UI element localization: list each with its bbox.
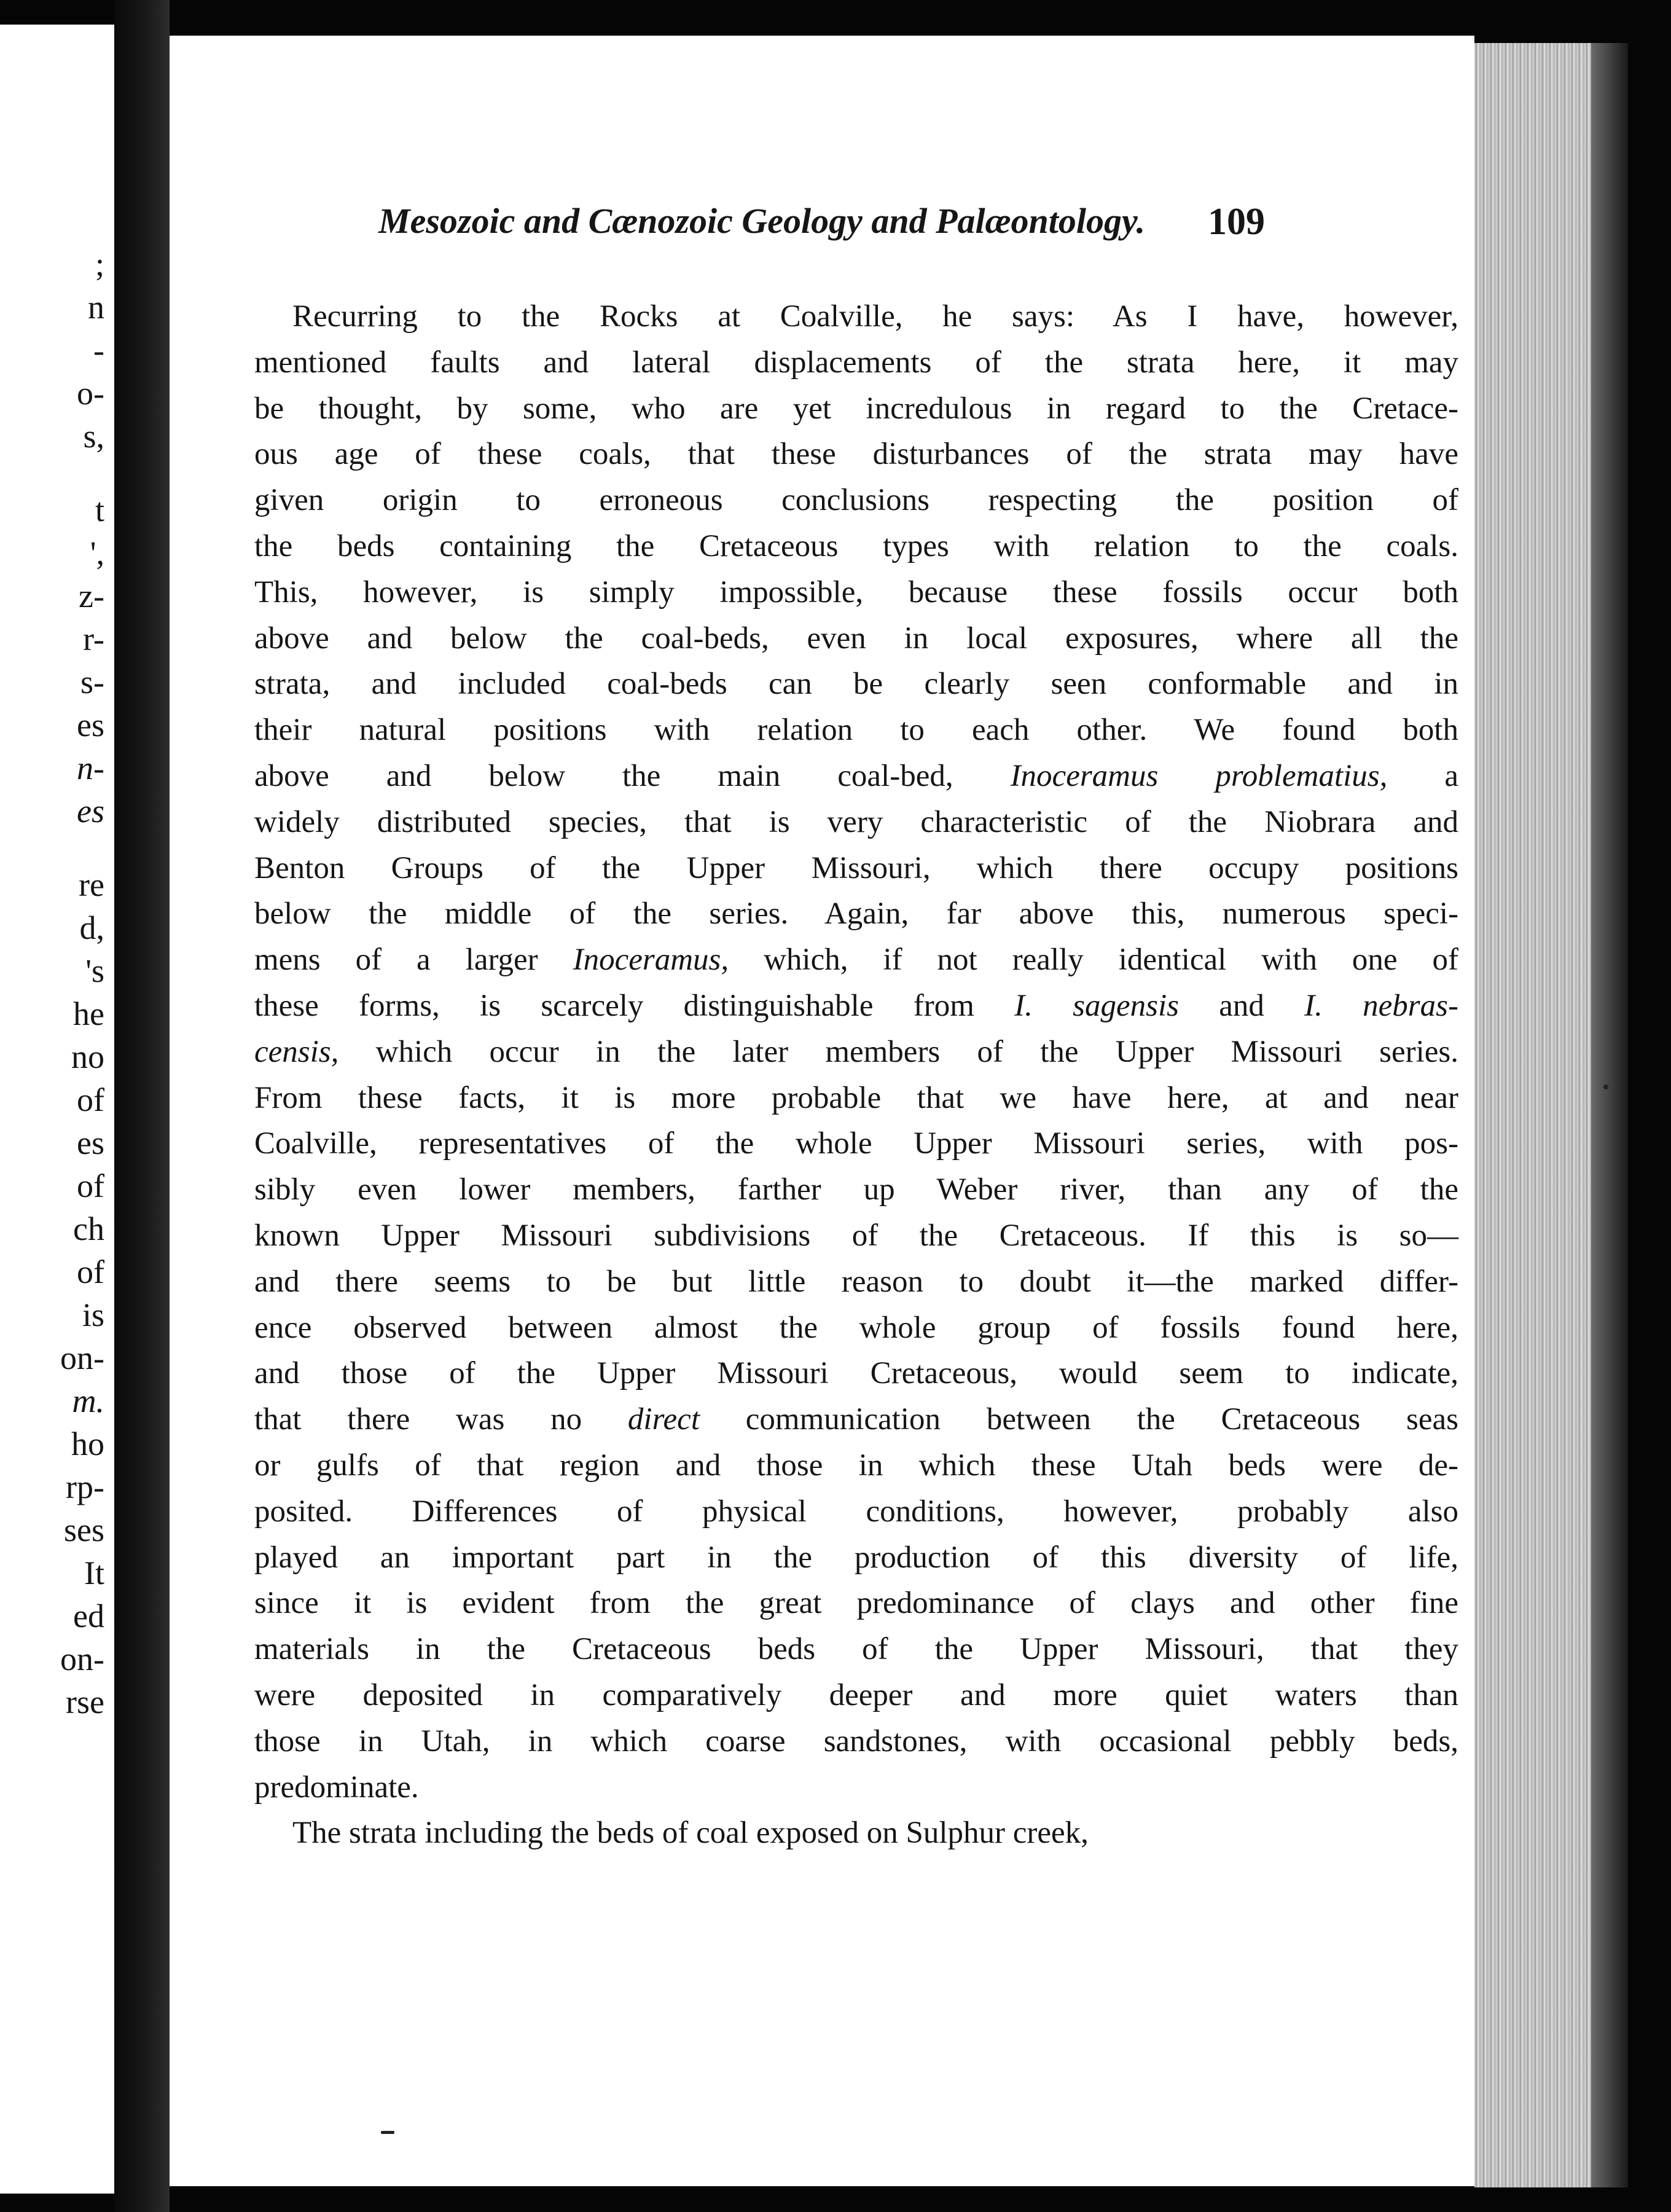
text-segment: ence observed between almost the whole group of fossils found here, bbox=[254, 1310, 1458, 1345]
text-line bbox=[254, 937, 1458, 983]
text-segment: and bbox=[1179, 988, 1305, 1023]
text-segment: mentioned faults and lateral displacements of the strata here, it may bbox=[254, 345, 1458, 380]
text-segment: or gulfs of that region and those in which these Utah beds were de- bbox=[254, 1448, 1458, 1483]
text-line bbox=[254, 1673, 1458, 1719]
text-line bbox=[254, 1443, 1458, 1489]
previous-page-fragment: es bbox=[77, 793, 104, 830]
italic-term: Inoceramus, bbox=[573, 943, 729, 978]
text-segment: the beds containing the Cretaceous types with relation to the coals. bbox=[254, 528, 1458, 563]
text-segment: below the middle of the series. Again, far above this, numerous speci- bbox=[254, 896, 1458, 931]
text-segment: a bbox=[1387, 758, 1458, 793]
stacked-page-edges bbox=[1474, 43, 1628, 2187]
previous-page-fragment: o- bbox=[77, 375, 104, 412]
italic-term: censis, bbox=[254, 1034, 339, 1069]
previous-page-fragment: rp- bbox=[66, 1469, 104, 1505]
text-segment: those in Utah, in which coarse sandstones, with occasional pebbly beds, bbox=[254, 1724, 1458, 1759]
text-line bbox=[254, 983, 1458, 1029]
page-number: 109 bbox=[1208, 201, 1265, 243]
text-segment: were deposited in comparatively deeper and more quiet waters than bbox=[254, 1677, 1458, 1712]
text-segment: above and below the coal-beds, even in local exposures, where all the bbox=[254, 621, 1458, 656]
text-line bbox=[254, 661, 1458, 707]
previous-page-fragment: ses bbox=[64, 1512, 104, 1548]
running-head: Mesozoic and Cænozoic Geology and Palæontology. bbox=[378, 201, 1146, 241]
book-gutter bbox=[114, 0, 170, 2212]
previous-page-fragment: es bbox=[77, 1124, 104, 1161]
scan-speck bbox=[381, 2131, 394, 2134]
previous-page-fragment: r- bbox=[83, 621, 104, 657]
previous-page-fragment: is bbox=[82, 1296, 104, 1333]
italic-term: direct bbox=[627, 1402, 700, 1437]
text-line bbox=[254, 1489, 1458, 1535]
scan-speck bbox=[1603, 1084, 1608, 1089]
previous-page-fragment: - bbox=[93, 332, 104, 369]
text-segment: mens of a larger bbox=[254, 943, 573, 978]
text-line bbox=[254, 845, 1458, 892]
text-line bbox=[254, 1259, 1458, 1305]
text-segment: From these facts, it is more probable that we have here, at and near bbox=[254, 1080, 1458, 1115]
text-segment: their natural positions with relation to each other. We found both bbox=[254, 713, 1458, 748]
text-segment: The strata including the beds of coal exposed on Sulphur creek, bbox=[292, 1816, 1089, 1851]
previous-page-fragment: of bbox=[77, 1081, 104, 1118]
previous-page-fragment: 's bbox=[85, 952, 104, 989]
previous-page-fragment: s, bbox=[83, 418, 104, 455]
previous-page-fragment: ', bbox=[90, 535, 104, 571]
text-line bbox=[254, 799, 1458, 845]
text-line bbox=[254, 431, 1458, 477]
text-segment: played an important part in the production of this diversity of life, bbox=[254, 1540, 1458, 1575]
previous-page-fragment: rse bbox=[66, 1684, 104, 1720]
previous-page-fragment: ; bbox=[95, 246, 104, 283]
text-segment: communication between the Cretaceous seas bbox=[700, 1402, 1459, 1437]
text-line bbox=[254, 477, 1458, 524]
text-line bbox=[254, 1580, 1458, 1626]
text-segment: be thought, by some, who are yet incredulous in regard to the Cretace- bbox=[254, 391, 1458, 426]
previous-page-fragment: ho bbox=[71, 1426, 104, 1462]
italic-term: I. nebras- bbox=[1304, 988, 1458, 1023]
text-line bbox=[254, 1121, 1458, 1167]
text-segment: known Upper Missouri subdivisions of the Cretaceous. If this is so— bbox=[254, 1218, 1458, 1253]
previous-page-fragment: n bbox=[88, 289, 104, 326]
previous-page-fragment: z- bbox=[79, 578, 104, 614]
text-line bbox=[254, 1305, 1458, 1351]
text-segment: ous age of these coals, that these disturbances of the strata may have bbox=[254, 437, 1458, 472]
text-line bbox=[254, 1810, 1458, 1856]
text-segment: which, if not really identical with one of bbox=[729, 943, 1458, 978]
text-line bbox=[254, 524, 1458, 570]
book-page bbox=[170, 36, 1474, 2186]
text-line bbox=[254, 753, 1458, 799]
text-line bbox=[254, 1029, 1458, 1075]
text-line bbox=[254, 1626, 1458, 1673]
text-line bbox=[254, 616, 1458, 662]
text-segment: since it is evident from the great predominance of clays and other fine bbox=[254, 1586, 1458, 1621]
previous-page-fragment: s- bbox=[80, 664, 104, 700]
text-segment: Coalville, representatives of the whole Upper Missouri series, with pos- bbox=[254, 1126, 1458, 1161]
previous-page-edge bbox=[0, 25, 114, 2194]
text-segment: posited. Differences of physical conditions, however, probably also bbox=[254, 1494, 1458, 1529]
text-segment: strata, and included coal-beds can be clearly seen conformable and in bbox=[254, 667, 1458, 702]
previous-page-fragment: t bbox=[95, 492, 104, 528]
previous-page-fragment: re bbox=[79, 866, 104, 903]
previous-page-fragment: on- bbox=[60, 1641, 104, 1677]
previous-page-fragment: he bbox=[73, 995, 104, 1032]
text-line bbox=[254, 1535, 1458, 1581]
text-segment: that there was no bbox=[254, 1402, 628, 1437]
previous-page-fragment: no bbox=[71, 1038, 104, 1075]
italic-term: I. sagensis bbox=[1014, 988, 1179, 1023]
text-segment: predominate. bbox=[254, 1770, 419, 1805]
previous-page-fragment: n- bbox=[77, 750, 104, 786]
text-line bbox=[254, 1351, 1458, 1397]
previous-page-fragment: ch bbox=[73, 1210, 104, 1247]
text-line bbox=[254, 340, 1458, 386]
text-line bbox=[254, 1397, 1458, 1443]
scan-speck bbox=[156, 530, 160, 534]
text-segment: materials in the Cretaceous beds of the Upper Missouri, that they bbox=[254, 1632, 1458, 1667]
body-text bbox=[254, 294, 1458, 1856]
text-line bbox=[254, 570, 1458, 616]
text-line bbox=[254, 1167, 1458, 1213]
previous-page-fragment: ed bbox=[73, 1598, 104, 1634]
text-segment: widely distributed species, that is very characteristic of the Niobrara and bbox=[254, 804, 1458, 839]
text-segment: these forms, is scarcely distinguishable from bbox=[254, 988, 1015, 1023]
text-segment: and there seems to be but little reason to doubt it—the marked differ- bbox=[254, 1264, 1458, 1299]
previous-page-fragment: d, bbox=[79, 909, 104, 946]
text-line bbox=[254, 1765, 1458, 1811]
text-segment: given origin to erroneous conclusions respecting the position of bbox=[254, 483, 1458, 518]
text-line bbox=[254, 386, 1458, 432]
previous-page-fragment: of bbox=[77, 1253, 104, 1290]
text-segment: Benton Groups of the Upper Missouri, which there occupy positions bbox=[254, 850, 1458, 885]
italic-term: Inoceramus problematius, bbox=[1010, 758, 1388, 793]
text-line bbox=[254, 891, 1458, 937]
text-segment: Recurring to the Rocks at Coalville, he says: As I have, however, bbox=[292, 299, 1458, 334]
text-line bbox=[254, 707, 1458, 753]
text-segment: sibly even lower members, farther up Weber river, than any of the bbox=[254, 1172, 1458, 1207]
text-line bbox=[254, 294, 1458, 340]
previous-page-fragment: on- bbox=[60, 1339, 104, 1376]
previous-page-fragment: It bbox=[84, 1555, 104, 1591]
previous-page-fragment: es bbox=[77, 707, 104, 743]
previous-page-fragment: of bbox=[77, 1167, 104, 1204]
previous-page-fragment: m. bbox=[72, 1382, 104, 1419]
text-segment: above and below the main coal-bed, bbox=[254, 758, 1011, 793]
text-line bbox=[254, 1719, 1458, 1765]
scan-speck bbox=[152, 2104, 160, 2109]
text-line bbox=[254, 1075, 1458, 1121]
text-line bbox=[254, 1213, 1458, 1259]
text-segment: This, however, is simply impossible, because these fossils occur both bbox=[254, 575, 1458, 610]
text-segment: and those of the Upper Missouri Cretaceous, would seem to indicate, bbox=[254, 1356, 1458, 1391]
text-segment: which occur in the later members of the Upper Missouri series. bbox=[339, 1034, 1458, 1069]
